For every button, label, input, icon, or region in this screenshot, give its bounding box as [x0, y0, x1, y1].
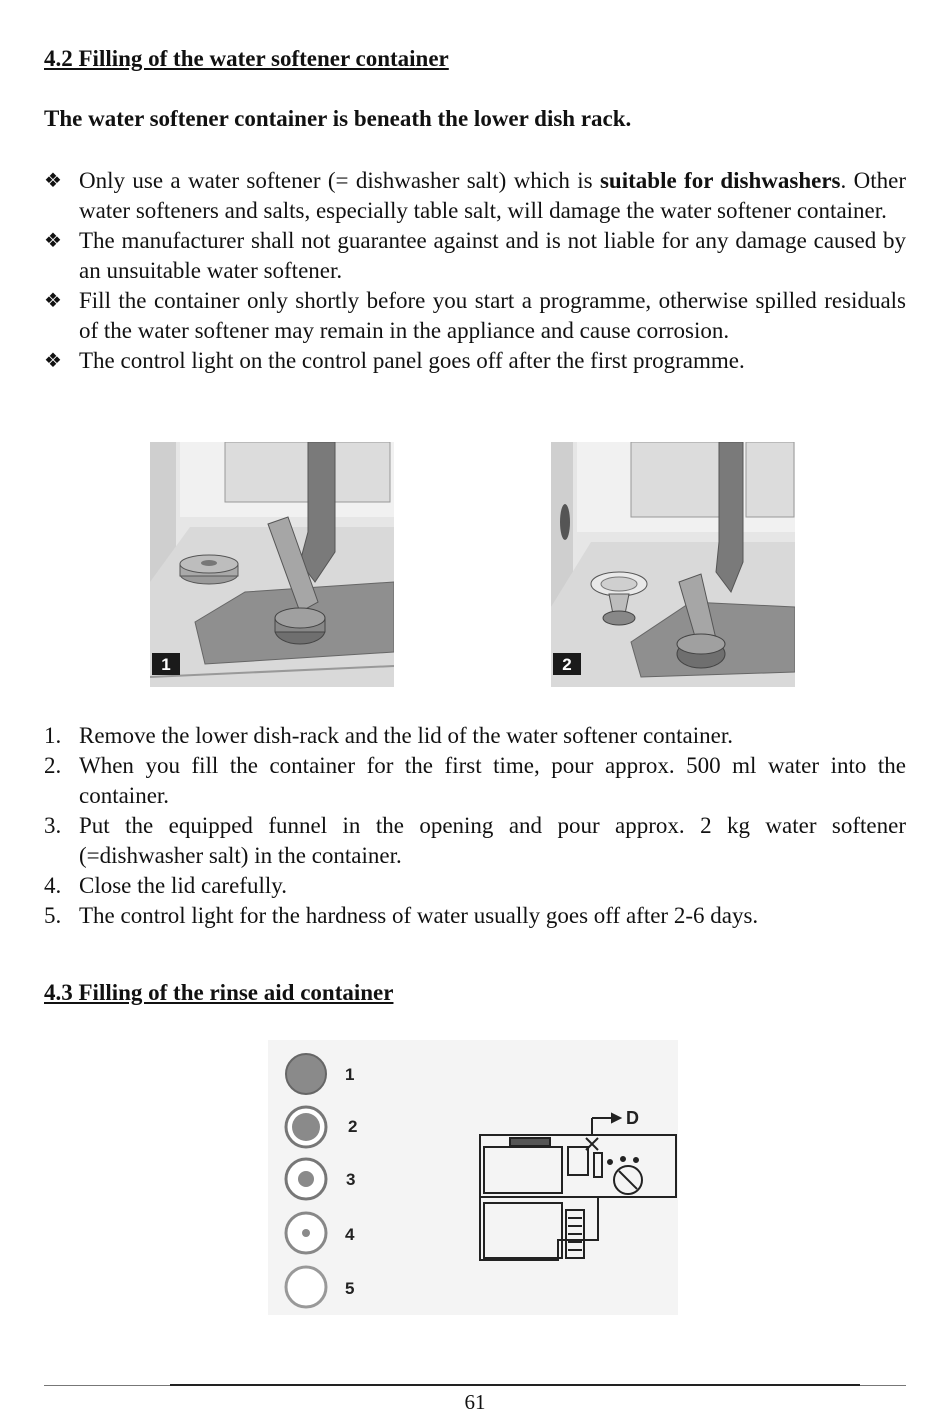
list-item — [44, 751, 906, 811]
step-number: 2. — [44, 753, 62, 778]
lead-sentence: The water softener container is beneath the lower dish rack. — [44, 106, 632, 131]
section-heading-4-2: 4.2 Filling of the water softener container — [44, 46, 449, 71]
indicator-full-icon — [286, 1054, 326, 1094]
bullet-text: The control light on the control panel goes off after the first programme. — [79, 348, 745, 373]
bullet-marker-icon: ❖ — [44, 290, 62, 312]
figure-rinse-aid-indicator — [268, 1040, 678, 1315]
step-text: The control light for the hardness of water usually goes off after 2-6 days. — [79, 903, 759, 928]
step-number: 1. — [44, 723, 62, 748]
bullet-marker-icon: ❖ — [44, 170, 62, 192]
indicator-empty-icon — [286, 1267, 326, 1307]
bullet-marker-icon: ❖ — [44, 230, 62, 252]
step-text: When you fill the container for the first time, pour approx. 500 ml water into the container. — [79, 753, 906, 808]
step-text: Remove the lower dish-rack and the lid of the water softener container. — [79, 723, 733, 748]
figure-2-salt-funnel — [551, 442, 795, 687]
bullet-text: Only use a water softener (= dishwasher salt) which is — [79, 168, 600, 193]
list-item — [44, 721, 906, 751]
bullet-marker-icon: ❖ — [44, 350, 62, 372]
list-item — [44, 226, 906, 286]
indicator-label: 3 — [346, 1170, 356, 1189]
list-item — [44, 901, 906, 931]
bullet-text: Fill the container only shortly before you start a programme, otherwise spilled residuals of the water softener may remain in the appliance and cause corrosion. — [79, 288, 906, 343]
indicator-label: 5 — [345, 1279, 355, 1298]
bullet-list — [44, 166, 906, 376]
list-item — [44, 166, 906, 226]
step-number: 3. — [44, 813, 62, 838]
footer-rule-accent — [170, 1384, 860, 1386]
indicator-label: 2 — [348, 1117, 358, 1136]
list-item — [44, 286, 906, 346]
bullet-text: . Other water softeners and salts, especially table salt, will damage the water softener container. — [79, 168, 907, 223]
list-item — [44, 871, 906, 901]
indicator-label: 4 — [345, 1225, 355, 1244]
step-text: Close the lid carefully. — [79, 873, 287, 898]
steps-list — [44, 721, 906, 931]
step-text: Put the equipped funnel in the opening and pour approx. 2 kg water softener (=dishwasher salt) in the container. — [79, 813, 906, 868]
bullet-text: The manufacturer shall not guarantee against and is not liable for any damage caused by an unsuitable water softener. — [79, 228, 906, 283]
list-item — [44, 346, 906, 376]
dispenser-label: D — [626, 1108, 639, 1128]
step-number: 4. — [44, 873, 62, 898]
figure-1-salt-container-lid — [150, 442, 394, 687]
indicator-label: 1 — [345, 1065, 355, 1084]
section-heading-4-3: 4.3 Filling of the rinse aid container — [44, 980, 394, 1005]
page-number: 61 — [464, 1390, 486, 1414]
list-item — [44, 811, 906, 871]
step-number: 5. — [44, 903, 62, 928]
figure-2-label: 2 — [562, 655, 572, 674]
bullet-bold-text: suitable for dishwashers — [599, 168, 841, 193]
figure-1-label: 1 — [161, 655, 171, 674]
